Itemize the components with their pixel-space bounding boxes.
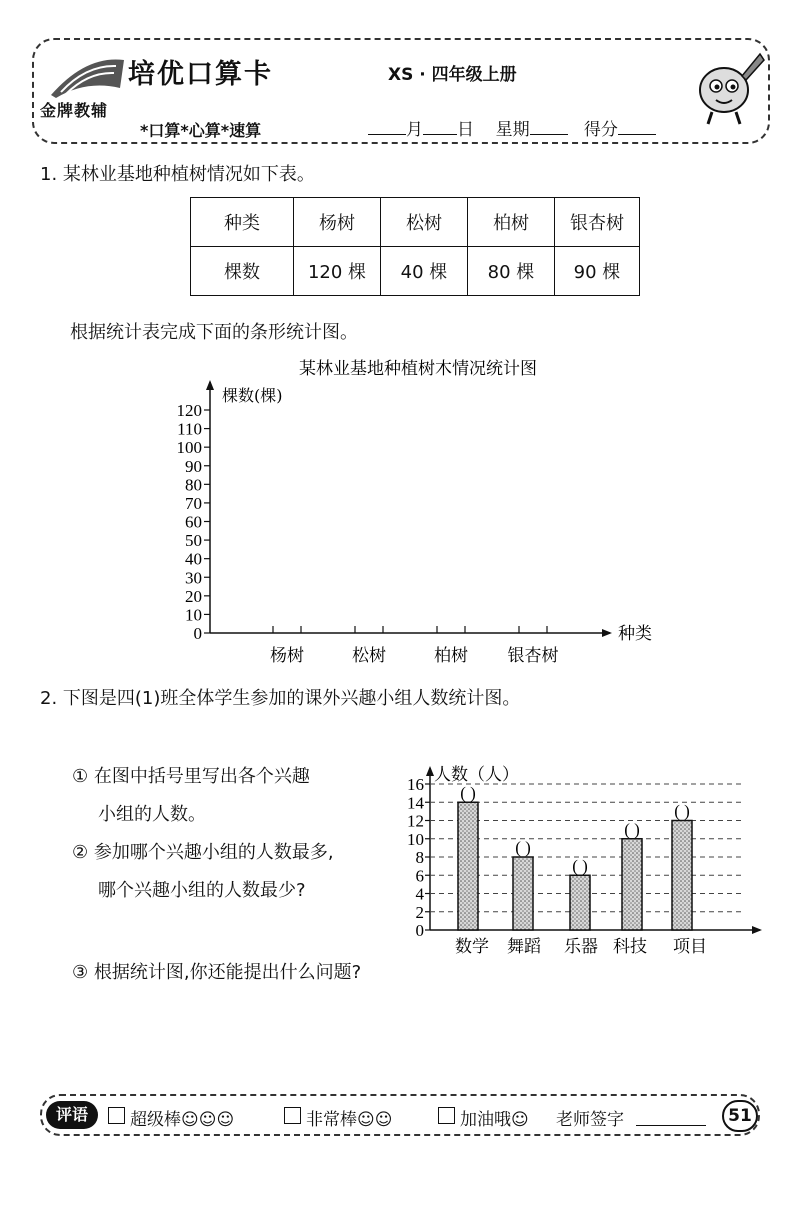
month-label: 月	[406, 120, 423, 140]
tree-table	[190, 197, 640, 296]
y-axis-arrow-icon	[206, 380, 214, 390]
x-category-label: 科技	[613, 937, 647, 957]
checkbox-very-good[interactable]	[284, 1107, 301, 1124]
weekday-label: 星期	[495, 120, 530, 140]
x-category-label: 乐器	[564, 937, 598, 957]
question-1-instruction: 根据统计表完成下面的条形统计图。	[70, 322, 358, 343]
y-tick-label: 80	[185, 475, 202, 495]
x-axis-arrow-icon	[752, 926, 762, 934]
bar-value-blank: ( )	[674, 801, 690, 821]
y-tick-label: 90	[185, 456, 202, 476]
score-label: 得分	[583, 120, 618, 140]
x-category-label: 数学	[455, 937, 489, 957]
x-axis-label: 种类	[618, 624, 652, 644]
sub-question-2-line-2: 哪个兴趣小组的人数最少?	[98, 880, 306, 901]
bar	[622, 839, 642, 930]
y-tick-label: 70	[185, 493, 202, 513]
y-tick-label: 12	[407, 811, 424, 831]
sub-question-1-line-2: 小组的人数。	[98, 804, 206, 825]
table-cell: 90 棵	[555, 247, 640, 296]
table-cell: 松树	[381, 198, 468, 247]
y-tick-label: 14	[407, 793, 424, 813]
bar-value-blank: ( )	[572, 856, 588, 876]
y-tick-label: 0	[193, 624, 202, 643]
checkbox-super[interactable]	[108, 1107, 125, 1124]
y-tick-label: 40	[185, 549, 202, 569]
brand-title: 培优口算卡	[128, 59, 273, 90]
bar-value-blank: ( )	[515, 838, 531, 857]
page-number: 51	[722, 1100, 758, 1132]
y-axis-label: 人数（人）	[434, 765, 519, 785]
bar	[458, 802, 478, 930]
chart-title: 某林业基地种植树木情况统计图	[299, 359, 537, 379]
table-cell: 杨树	[294, 198, 381, 247]
table-row	[191, 247, 640, 296]
bar	[672, 821, 692, 931]
y-tick-label: 110	[177, 419, 202, 439]
logo-text: 金牌教辅	[40, 101, 109, 120]
bar	[570, 875, 590, 930]
y-axis-label: 棵数(棵)	[222, 386, 283, 405]
y-tick-label: 0	[415, 921, 424, 940]
sub-question-1-line-1: ① 在图中括号里写出各个兴趣	[72, 766, 310, 787]
sub-question-2-line-1: ② 参加哪个兴趣小组的人数最多,	[72, 842, 334, 863]
option-keep-going-label: 加油哦☺	[460, 1110, 529, 1130]
x-category-label: 银杏树	[507, 646, 559, 666]
table-cell: 棵数	[191, 247, 294, 296]
y-tick-label: 10	[407, 829, 424, 849]
y-tick-label: 30	[185, 568, 202, 588]
question-1-text: 1. 某林业基地种植树情况如下表。	[40, 164, 315, 185]
x-axis-label: 项目	[673, 937, 707, 957]
table-cell: 40 棵	[381, 247, 468, 296]
x-category-label: 舞蹈	[507, 937, 541, 957]
y-tick-label: 16	[407, 775, 424, 794]
question-2-text: 2. 下图是四(1)班全体学生参加的课外兴趣小组人数统计图。	[40, 688, 521, 709]
y-tick-label: 2	[415, 902, 424, 922]
table-cell: 柏树	[468, 198, 555, 247]
bar	[513, 857, 533, 930]
subtitle-tags: *口算*心算*速算	[140, 121, 262, 140]
table-row	[191, 198, 640, 247]
y-tick-label: 100	[176, 438, 202, 458]
y-tick-label: 8	[415, 848, 424, 867]
option-very-good-label: 非常棒☺☺	[306, 1110, 393, 1130]
x-category-label: 杨树	[270, 646, 304, 666]
option-super-label: 超级棒☺☺☺	[130, 1110, 235, 1130]
y-tick-label: 60	[185, 512, 202, 532]
x-category-label: 柏树	[434, 646, 468, 666]
day-label: 日	[457, 120, 474, 140]
interest-group-bar-chart	[392, 756, 772, 966]
x-axis-arrow-icon	[602, 629, 612, 637]
book-logo-icon	[46, 50, 126, 100]
y-tick-label: 6	[415, 866, 424, 886]
bar-value-blank: ( )	[624, 819, 640, 839]
bar-value-blank: ( )	[460, 783, 476, 803]
y-tick-label: 4	[415, 884, 424, 904]
grade-label: XS · 四年级上册	[388, 65, 517, 85]
table-cell: 80 棵	[468, 247, 555, 296]
y-tick-label: 120	[176, 401, 202, 420]
y-tick-label: 20	[185, 586, 202, 606]
y-tick-label: 10	[185, 605, 202, 625]
checkbox-keep-going[interactable]	[438, 1107, 455, 1124]
comment-badge: 评语	[46, 1101, 98, 1129]
teacher-sign-line[interactable]	[636, 1125, 706, 1126]
sub-question-3: ③ 根据统计图,你还能提出什么问题?	[72, 962, 362, 983]
tree-bar-chart	[160, 352, 680, 672]
table-cell: 种类	[191, 198, 294, 247]
y-axis-arrow-icon	[426, 766, 434, 776]
table-cell: 银杏树	[555, 198, 640, 247]
table-cell: 120 棵	[294, 247, 381, 296]
x-category-label: 松树	[352, 646, 386, 666]
y-tick-label: 50	[185, 531, 202, 551]
mascot-icon	[688, 46, 768, 126]
date-score-line	[368, 115, 656, 140]
teacher-sign-label: 老师签字	[556, 1110, 624, 1130]
